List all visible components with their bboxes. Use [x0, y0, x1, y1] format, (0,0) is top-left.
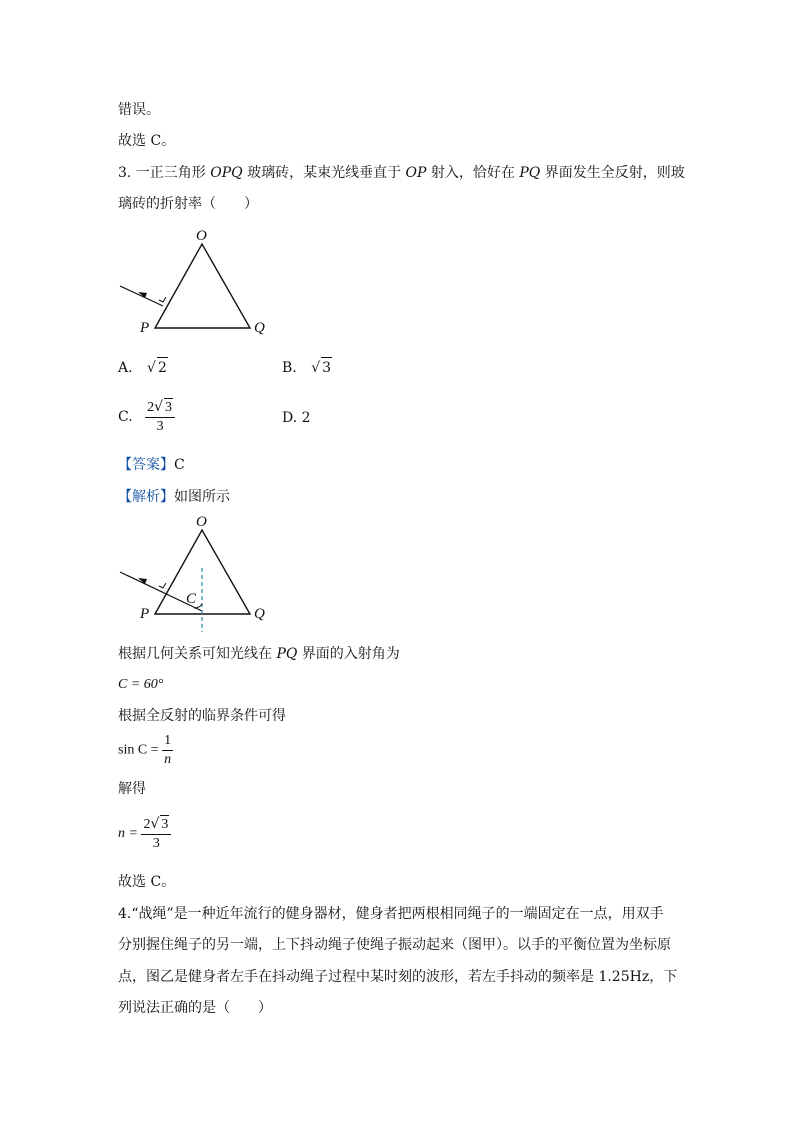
equation-angle: C = 60°: [118, 677, 164, 692]
text-line: 错误。: [118, 102, 160, 118]
denominator: n: [164, 752, 172, 767]
question-4-line-2: 分别握住绳子的另一端，上下抖动绳子使绳子振动起来（图甲）。以手的平衡位置为坐标原: [118, 937, 671, 953]
text: 射入，恰好在: [426, 165, 520, 181]
text: 界面的入射角为: [297, 646, 400, 662]
option-c: [118, 398, 175, 436]
var: PQ: [276, 646, 298, 662]
geometry-line: [118, 644, 400, 664]
answer-line: [118, 455, 185, 475]
text: 玻璃砖，某束光线垂直于: [242, 165, 406, 181]
question-4-line-4: 列说法正确的是（ ）: [118, 1000, 272, 1016]
radicand: 3: [161, 817, 169, 832]
coef: 2: [143, 817, 151, 832]
lhs: n =: [118, 826, 138, 841]
text-line: 故选 C。: [118, 874, 176, 890]
question-3-line-1: [118, 163, 685, 183]
var: PQ: [519, 165, 541, 181]
fraction: [162, 732, 173, 769]
denominator: 3: [152, 836, 160, 851]
option-d: D. 2: [282, 410, 311, 426]
fraction: $\frac{2√ 3}{3}$: [141, 815, 171, 853]
coef: 2: [147, 400, 155, 415]
option-letter: A.: [118, 360, 133, 376]
question-3-line-2: 璃砖的折射率（ ）: [118, 196, 258, 212]
analysis-line: [118, 487, 230, 507]
solve-line: 解得: [118, 781, 146, 797]
question-4-line-1: 4.“战绳”是一种近年流行的健身器材，健身者把两根相同绳子的一端固定在一点，用双手: [118, 906, 664, 922]
triangle-figure-1: [110, 220, 280, 345]
label-C: C: [186, 591, 197, 607]
critical-condition-line: 根据全反射的临界条件可得: [118, 708, 286, 724]
radicand: 3: [321, 357, 332, 378]
analysis-text: 如图所示: [174, 489, 230, 505]
option-b: B. √ 3: [282, 357, 332, 378]
lhs: sin C =: [118, 742, 159, 758]
label-Q: Q: [254, 320, 265, 336]
label-P: P: [140, 320, 150, 336]
radicand: 3: [165, 400, 173, 415]
text: 3. 一正三角形: [118, 165, 211, 181]
text-line: 故选 C。: [118, 133, 176, 149]
answer-value: C: [174, 457, 185, 473]
text: 界面发生全反射，则玻: [540, 165, 685, 181]
fraction: $\frac{2√ 3}{3}$: [145, 398, 175, 436]
question-4-line-3: 点，图乙是健身者左手在抖动绳子过程中某时刻的波形，若左手抖动的频率是 1.25Hz，下: [118, 969, 678, 985]
label-P: P: [140, 606, 150, 622]
radicand: 2: [157, 357, 168, 378]
label-Q: Q: [254, 606, 265, 622]
equation-n: [118, 815, 171, 853]
equation-sin: [118, 732, 173, 769]
option-a: A. √ 2: [118, 357, 168, 378]
option-letter: C.: [118, 409, 133, 425]
var: OP: [405, 165, 427, 181]
triangle-figure-2: [110, 508, 280, 636]
analysis-label: 【解析】: [118, 489, 174, 505]
option-letter: B.: [282, 360, 297, 376]
text: 根据几何关系可知光线在: [118, 646, 277, 662]
numerator: 1: [162, 732, 173, 751]
label-O: O: [196, 228, 207, 244]
var: OPQ: [210, 165, 243, 181]
answer-label: 【答案】: [118, 457, 174, 473]
label-O: O: [196, 514, 207, 530]
denominator: 3: [156, 419, 164, 434]
